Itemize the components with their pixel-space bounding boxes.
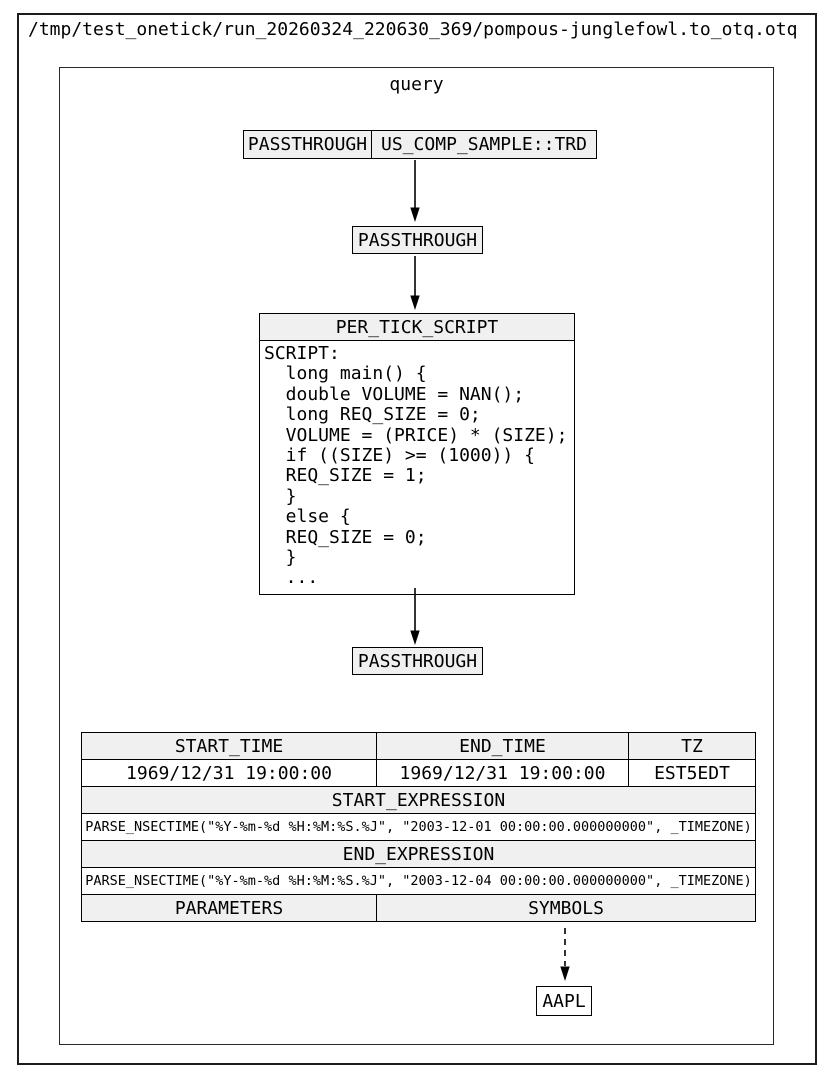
source-ep-cell: PASSTHROUGH <box>244 131 372 158</box>
start-time-header: START_TIME <box>82 733 377 760</box>
end-time-value: 1969/12/31 19:00:00 <box>377 760 629 787</box>
source-database-cell: US_COMP_SAMPLE::TRD <box>381 134 587 155</box>
node-source-passthrough <box>243 130 597 159</box>
query-info-table <box>81 732 756 922</box>
script-line: SCRIPT: <box>264 343 340 364</box>
tz-value: EST5EDT <box>629 760 756 787</box>
symbols-header: SYMBOLS <box>377 895 756 922</box>
script-line: else { <box>264 506 351 528</box>
script-line: } <box>264 485 297 507</box>
script-line: long main() { <box>264 363 427 385</box>
node-symbol-aapl: AAPL <box>536 986 592 1016</box>
start-expression-header: START_EXPRESSION <box>82 787 756 814</box>
start-time-value: 1969/12/31 19:00:00 <box>82 760 377 787</box>
per-tick-script-title: PER_TICK_SCRIPT <box>260 314 574 341</box>
script-line: long REQ_SIZE = 0; <box>264 404 481 426</box>
cluster-label: query <box>389 74 444 95</box>
script-line: if ((SIZE) >= (1000)) { <box>264 445 535 467</box>
script-line: ... <box>264 567 319 589</box>
script-line: double VOLUME = NAN(); <box>264 383 525 405</box>
per-tick-script-body <box>260 341 574 594</box>
end-time-header: END_TIME <box>377 733 629 760</box>
script-line: } <box>264 547 297 569</box>
script-line: REQ_SIZE = 1; <box>264 465 427 487</box>
end-expression-header: END_EXPRESSION <box>82 841 756 868</box>
node-passthrough-1: PASSTHROUGH <box>352 226 483 254</box>
end-expression-value: PARSE_NSECTIME("%Y-%m-%d %H:%M:%S.%J", "2003-12-04 00:00:00.000000000", _TIMEZONE) <box>82 868 756 895</box>
parameters-header: PARAMETERS <box>82 895 377 922</box>
tz-header: TZ <box>629 733 756 760</box>
start-expression-value: PARSE_NSECTIME("%Y-%m-%d %H:%M:%S.%J", "2003-12-01 00:00:00.000000000", _TIMEZONE) <box>82 814 756 841</box>
script-line: VOLUME = (PRICE) * (SIZE); <box>264 424 568 446</box>
script-line: REQ_SIZE = 0; <box>264 526 427 548</box>
node-per-tick-script <box>259 313 575 595</box>
file-path-title: /tmp/test_onetick/run_20260324_220630_369/pompous-junglefowl.to_otq.otq <box>28 19 798 40</box>
node-passthrough-2: PASSTHROUGH <box>352 647 483 675</box>
